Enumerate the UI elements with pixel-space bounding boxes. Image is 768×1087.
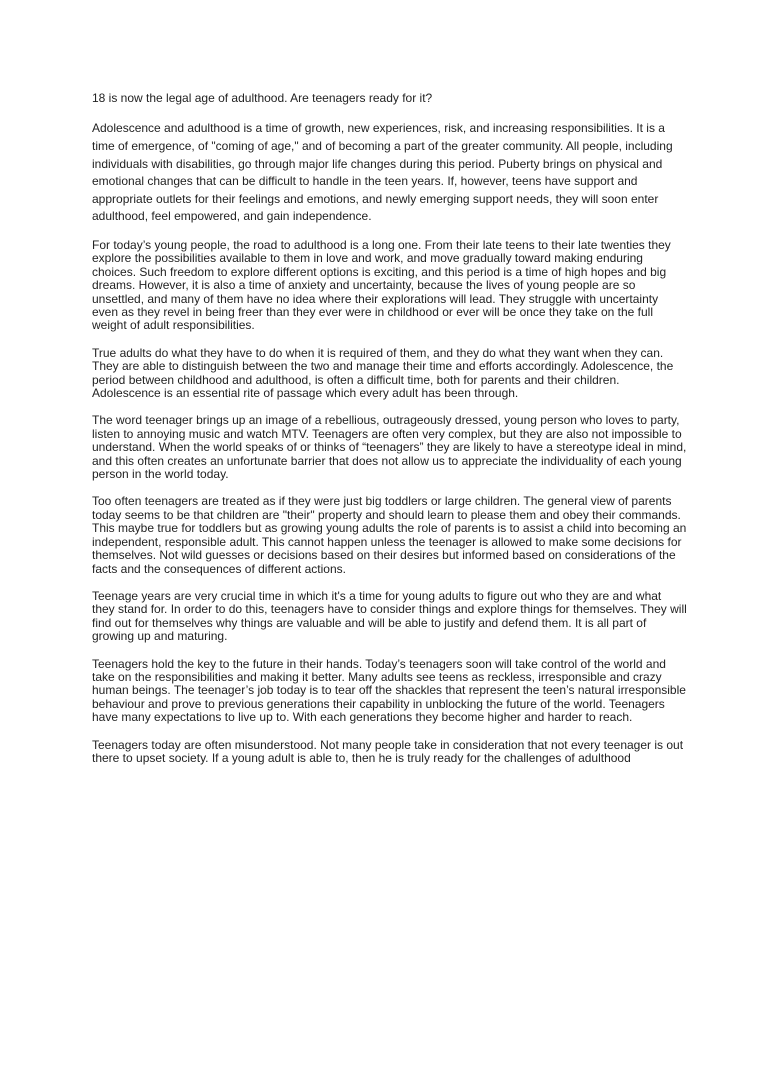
paragraph-1: Adolescence and adulthood is a time of growth, new experiences, risk, and increasing responsibilities. It is a time of emergence, of "coming of age," and of becoming a part of the greater community. All people, including individuals with disabilities, go through major life changes during this period. Puberty brings on physical and emotional changes that can be difficult to handle in the teen years. If, however, teens have support and appropriate outlets for their feelings and emotions, and newly emerging support needs, they will soon enter adulthood, feel empowered, and gain independence. — [92, 121, 673, 224]
paragraph-7: Teenagers hold the key to the future in their hands. Today’s teenagers soon will take control of the world and take on the responsibilities and making it better. Many adults see teens as reckless, irresponsible and crazy human beings. The teenager’s job today is to tear off the shackles that represent the teen’s natural irresponsible behaviour and prove to previous generations their capability in unblocking the future of the world. Teenagers have many expectations to live up to. With each generations they become higher and harder to reach. — [92, 656, 686, 725]
paragraph-5: Too often teenagers are treated as if they were just big toddlers or large children. The general view of parents today seems to be that children are "their" property and should learn to please them and obey their commands. This maybe true for toddlers but as growing young adults the role of parents is to assist a child into becoming an independent, responsible adult. This cannot happen unless the teenager is allowed to make some decisions for themselves. Not wild guesses or decisions based on their desires but informed based on considerations of the facts and the consequences of different actions. — [92, 494, 687, 576]
paragraph-4: The word teenager brings up an image of a rebellious, outrageously dressed, young person who loves to party, listen to annoying music and watch MTV. Teenagers are often very complex, but they are also not impossible to understand. When the world speaks of or thinks of “teenagers” they are likely to have a stereotype ideal in mind, and this often creates an unfortunate barrier that does not allow us to appreciate the individuality of each young person in the world today. — [92, 413, 687, 482]
paragraph-2: For today’s young people, the road to adulthood is a long one. From their late teens to their late twenties they explore the possibilities available to them in love and work, and move gradually toward making enduring choices. Such freedom to explore different options is exciting, and this period is a time of high hopes and big dreams. However, it is also a time of anxiety and uncertainty, because the lives of young people are so unsettled, and many of them have no idea where their explorations will lead. They struggle with uncertainty even as they revel in being freer than they ever were in childhood or ever will be once they take on the full weight of adult responsibilities. — [92, 237, 671, 333]
paragraph-6: Teenage years are very crucial time in which it's a time for young adults to figure out who they are and what they stand for. In order to do this, teenagers have to consider things and explore things for themselves. They will find out for themselves why things are valuable and will be able to justify and defend them. It is all part of growing up and maturing. — [92, 588, 687, 644]
paragraph-3: True adults do what they have to do when it is required of them, and they do what they want when they can. They are able to distinguish between the two and manage their time and efforts accordingly. Adolescence, the period between childhood and adulthood, is often a difficult time, both for parents and their children. Adolescence is an essential rite of passage which every adult has been through. — [92, 345, 674, 401]
paragraph-8: Teenagers today are often misunderstood. Not many people take in consideration that not every teenager is out there to upset society. If a young adult is able to, then he is truly ready for the challenges of adulthood — [92, 737, 684, 765]
document-body — [92, 92, 687, 779]
document-title: 18 is now the legal age of adulthood. Are teenagers ready for it? — [92, 91, 433, 105]
